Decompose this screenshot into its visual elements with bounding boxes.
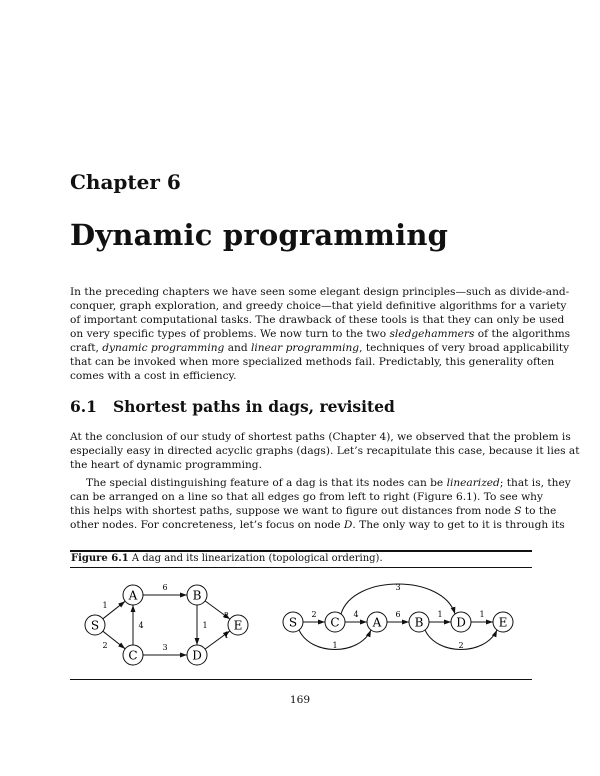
text-segment: especially easy in directed acyclic graphs (dags). Let’s recapitulate this case, because it lies at — [70, 445, 580, 457]
text-segment: craft, — [70, 342, 103, 354]
text-segment: that can be invoked when more specialized methods fail. Predictably, this generality often — [70, 356, 555, 368]
text-segment: of the algorithms — [474, 328, 571, 340]
text-segment: this helps with shortest paths, suppose we want to figure out distances from node — [70, 505, 515, 517]
dag-node-D-label: D — [192, 648, 202, 663]
text-segment: In the preceding chapters we have seen some elegant design principles—such as divide-and- — [70, 286, 570, 298]
edge-weight: 6 — [395, 610, 401, 619]
edge-weight: 1 — [437, 610, 443, 619]
text-segment: the heart of dynamic programming. — [70, 459, 262, 471]
linear-node-S-label: S — [288, 615, 298, 630]
emphasis-text: linear programming — [251, 342, 360, 354]
edge-weight: 2 — [311, 610, 317, 619]
edge-weight: 2 — [102, 641, 108, 650]
section-title: Shortest paths in dags, revisited — [112, 397, 395, 416]
chapter-label: Chapter 6 — [70, 170, 181, 194]
edge-weight: 3 — [162, 643, 168, 652]
text-segment: and — [224, 342, 251, 354]
figure-label: Figure 6.1 — [71, 553, 129, 564]
chapter-title: Dynamic programming — [70, 218, 449, 252]
edge-weight: 1 — [332, 641, 338, 650]
emphasis-text: D — [343, 519, 353, 531]
text-segment: ; that is, they — [499, 477, 571, 489]
emphasis-text: S — [514, 505, 522, 517]
text-segment: on very specific types of problems. We now turn to the two — [70, 328, 390, 340]
edge-weight: 1 — [479, 610, 485, 619]
edge-weight: 2 — [458, 641, 464, 650]
edge-weight: 1 — [102, 601, 108, 610]
text-segment: , techniques of very broad applicability — [359, 342, 570, 354]
text-segment: of important computational tasks. The drawback of these tools is that they can only be used — [70, 314, 565, 326]
linear-node-D-label: D — [456, 615, 466, 630]
linear-node-C-label: C — [330, 615, 340, 630]
emphasis-text: linearized — [446, 477, 500, 489]
edge-weight: 4 — [138, 621, 144, 630]
text-segment: At the conclusion of our study of shortest paths (Chapter 4), we observed that the problem is — [70, 431, 571, 443]
page-number: 169 — [289, 694, 311, 706]
text-segment: other nodes. For concreteness, let’s focus on node — [70, 519, 344, 531]
linear-node-B-label: B — [414, 615, 424, 630]
edge-weight: 6 — [162, 583, 168, 592]
figure-caption-text: A dag and its linearization (topological ordering). — [131, 553, 383, 564]
dag-node-S-label: S — [90, 618, 100, 633]
edge-weight: 1 — [223, 631, 230, 640]
emphasis-text: dynamic programming — [102, 342, 225, 354]
edge-weight: 2 — [223, 611, 230, 620]
edge-weight: 1 — [202, 621, 208, 630]
dag-node-A-label: A — [128, 588, 138, 603]
dag-node-B-label: B — [192, 588, 202, 603]
text-segment: comes with a cost in efficiency. — [70, 370, 237, 382]
text-segment: . The only way to get to it is through its — [352, 519, 565, 531]
text-segment: to the — [521, 505, 557, 517]
figure-bottom-rule — [70, 679, 532, 680]
linear-node-E-label: E — [498, 615, 508, 630]
emphasis-text: sledgehammers — [389, 328, 475, 340]
section-number: 6.1 — [70, 397, 97, 416]
edge-weight: 3 — [395, 583, 401, 592]
text-segment: can be arranged on a line so that all edges go from left to right (Figure 6.1). To see why — [70, 491, 543, 503]
edge-weight: 4 — [353, 610, 359, 619]
linear-node-A-label: A — [372, 615, 382, 630]
dag-node-E-label: E — [233, 618, 243, 633]
text-segment: The special distinguishing feature of a dag is that its nodes can be — [86, 477, 447, 489]
dag-node-C-label: C — [128, 648, 138, 663]
text-segment: conquer, graph exploration, and greedy choice—that yield definitive algorithms for a variety — [70, 300, 567, 312]
